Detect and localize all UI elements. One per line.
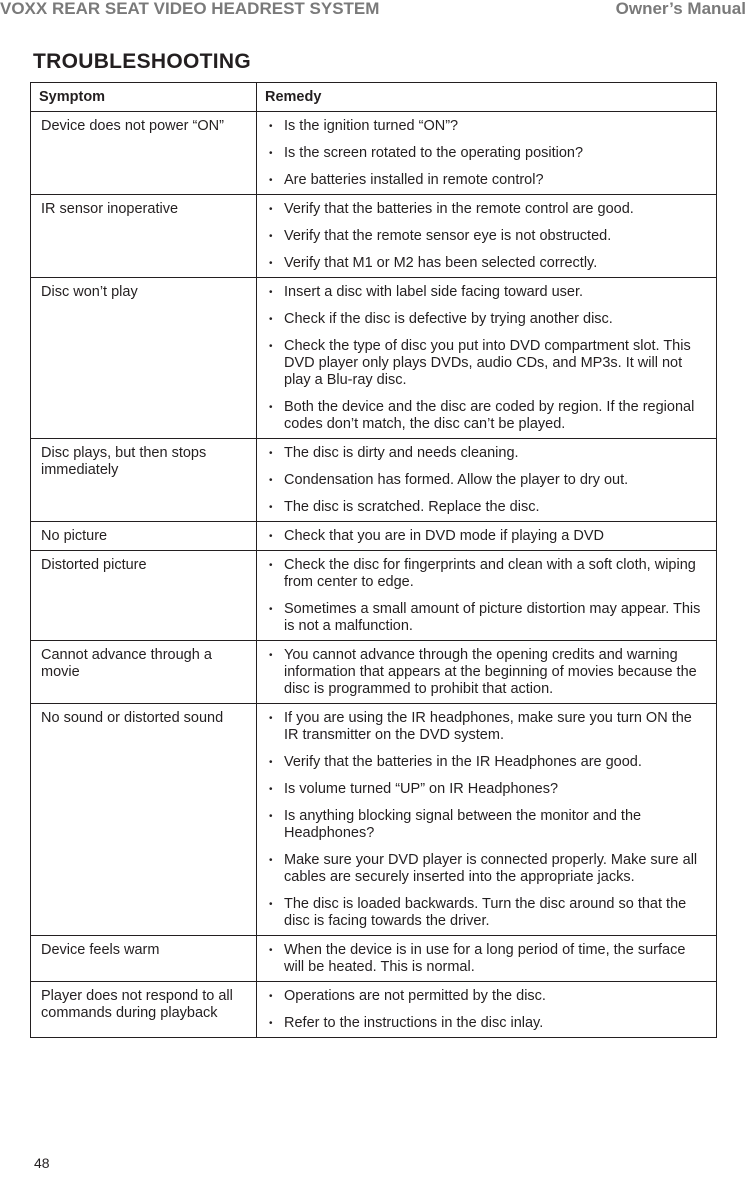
remedy-cell <box>257 522 717 551</box>
remedy-text: Make sure your DVD player is connected properly. Make sure all cables are securely inserted into the appropriate jacks. <box>284 852 698 885</box>
bullet-icon: • <box>269 991 273 1002</box>
remedy-item <box>269 445 708 462</box>
remedy-item <box>269 754 708 771</box>
remedy-text: Refer to the instructions in the disc inlay. <box>284 1015 544 1031</box>
symptom-cell: No sound or distorted sound <box>31 704 257 936</box>
bullet-icon: • <box>269 314 273 325</box>
bullet-icon: • <box>269 1018 273 1029</box>
remedy-text: Insert a disc with label side facing toward user. <box>284 284 584 300</box>
remedy-item <box>269 399 708 433</box>
remedy-item <box>269 472 708 489</box>
remedy-cell <box>257 278 717 439</box>
bullet-icon: • <box>269 148 273 159</box>
remedy-text: The disc is scratched. Replace the disc. <box>284 499 540 515</box>
remedy-list <box>269 284 708 433</box>
page-number: 48 <box>34 1155 50 1171</box>
remedy-item <box>269 710 708 744</box>
table-row <box>31 112 717 195</box>
symptom-cell: IR sensor inoperative <box>31 195 257 278</box>
bullet-icon: • <box>269 757 273 768</box>
remedy-list <box>269 942 708 976</box>
remedy-text: Check the disc for fingerprints and clean with a soft cloth, wiping from center to edge. <box>284 557 696 590</box>
remedy-cell <box>257 704 717 936</box>
remedy-item <box>269 118 708 135</box>
remedy-text: Verify that the remote sensor eye is not obstructed. <box>284 228 612 244</box>
table-row <box>31 551 717 641</box>
column-header-symptom: Symptom <box>31 83 257 112</box>
remedy-text: Check if the disc is defective by trying another disc. <box>284 311 613 327</box>
remedy-text: Both the device and the disc are coded by region. If the regional codes don’t match, the disc can’t be played. <box>284 399 695 432</box>
remedy-text: Verify that the batteries in the remote control are good. <box>284 201 634 217</box>
remedy-item <box>269 896 708 930</box>
table-row <box>31 936 717 982</box>
table-row <box>31 641 717 704</box>
table-body <box>31 112 717 1038</box>
bullet-icon: • <box>269 121 273 132</box>
running-header-title: VOXX REAR SEAT VIDEO HEADREST SYSTEM <box>0 0 380 18</box>
remedy-item <box>269 145 708 162</box>
remedy-text: Is volume turned “UP” on IR Headphones? <box>284 781 559 797</box>
remedy-item <box>269 781 708 798</box>
remedy-text: Sometimes a small amount of picture distortion may appear. This is not a malfunction. <box>284 601 701 634</box>
bullet-icon: • <box>269 287 273 298</box>
remedy-cell <box>257 551 717 641</box>
bullet-icon: • <box>269 204 273 215</box>
remedy-item <box>269 172 708 189</box>
bullet-icon: • <box>269 899 273 910</box>
bullet-icon: • <box>269 175 273 186</box>
symptom-cell: Device feels warm <box>31 936 257 982</box>
remedy-list <box>269 557 708 635</box>
bullet-icon: • <box>269 402 273 413</box>
remedy-item <box>269 201 708 218</box>
remedy-item <box>269 988 708 1005</box>
remedy-cell <box>257 936 717 982</box>
remedy-list <box>269 201 708 272</box>
bullet-icon: • <box>269 855 273 866</box>
remedy-cell <box>257 439 717 522</box>
remedy-item <box>269 852 708 886</box>
remedy-item <box>269 338 708 389</box>
remedy-text: If you are using the IR headphones, make sure you turn ON the IR transmitter on the DVD system. <box>284 710 692 743</box>
remedy-text: Is the ignition turned “ON”? <box>284 118 459 134</box>
remedy-item <box>269 1015 708 1032</box>
remedy-text: The disc is dirty and needs cleaning. <box>284 445 519 461</box>
column-header-remedy: Remedy <box>257 83 717 112</box>
remedy-text: When the device is in use for a long period of time, the surface will be heated. This is normal. <box>284 942 686 975</box>
symptom-cell: Cannot advance through a movie <box>31 641 257 704</box>
remedy-cell <box>257 112 717 195</box>
remedy-item <box>269 808 708 842</box>
bullet-icon: • <box>269 475 273 486</box>
remedy-list <box>269 528 708 545</box>
running-header-manual: Owner’s Manual <box>615 0 746 18</box>
bullet-icon: • <box>269 341 273 352</box>
bullet-icon: • <box>269 531 273 542</box>
remedy-item <box>269 557 708 591</box>
remedy-item <box>269 528 708 545</box>
remedy-cell <box>257 195 717 278</box>
remedy-list <box>269 710 708 930</box>
remedy-text: Are batteries installed in remote control? <box>284 172 544 188</box>
remedy-text: Check the type of disc you put into DVD compartment slot. This DVD player only plays DVDs, audio CDs, and MP3s. It will not play a Blu-ray disc. <box>284 338 691 388</box>
remedy-item <box>269 942 708 976</box>
table-row <box>31 278 717 439</box>
symptom-cell: Disc won’t play <box>31 278 257 439</box>
bullet-icon: • <box>269 231 273 242</box>
bullet-icon: • <box>269 650 273 661</box>
remedy-item <box>269 499 708 516</box>
remedy-text: Is the screen rotated to the operating position? <box>284 145 584 161</box>
section-title: TROUBLESHOOTING <box>33 50 251 73</box>
table-header-row <box>31 83 717 112</box>
bullet-icon: • <box>269 560 273 571</box>
troubleshooting-table <box>30 82 717 1038</box>
remedy-item <box>269 311 708 328</box>
bullet-icon: • <box>269 811 273 822</box>
remedy-text: The disc is loaded backwards. Turn the disc around so that the disc is facing towards the driver. <box>284 896 687 929</box>
remedy-text: You cannot advance through the opening credits and warning information that appears at the beginning of movies because the disc is programmed to prohibit that action. <box>284 647 697 697</box>
remedy-text: Verify that the batteries in the IR Headphones are good. <box>284 754 642 770</box>
remedy-cell <box>257 982 717 1038</box>
symptom-cell: No picture <box>31 522 257 551</box>
bullet-icon: • <box>269 448 273 459</box>
bullet-icon: • <box>269 945 273 956</box>
table-row <box>31 522 717 551</box>
bullet-icon: • <box>269 604 273 615</box>
remedy-text: Operations are not permitted by the disc. <box>284 988 546 1004</box>
bullet-icon: • <box>269 502 273 513</box>
remedy-text: Is anything blocking signal between the monitor and the Headphones? <box>284 808 642 841</box>
symptom-cell: Device does not power “ON” <box>31 112 257 195</box>
bullet-icon: • <box>269 713 273 724</box>
remedy-list <box>269 988 708 1032</box>
table-row <box>31 195 717 278</box>
remedy-cell <box>257 641 717 704</box>
remedy-list <box>269 118 708 189</box>
remedy-text: Verify that M1 or M2 has been selected correctly. <box>284 255 598 271</box>
symptom-cell: Player does not respond to all commands during playback <box>31 982 257 1038</box>
table-row <box>31 439 717 522</box>
table-row <box>31 704 717 936</box>
bullet-icon: • <box>269 258 273 269</box>
remedy-text: Condensation has formed. Allow the player to dry out. <box>284 472 629 488</box>
remedy-list <box>269 647 708 698</box>
remedy-list <box>269 445 708 516</box>
symptom-cell: Distorted picture <box>31 551 257 641</box>
remedy-item <box>269 601 708 635</box>
symptom-cell: Disc plays, but then stops immediately <box>31 439 257 522</box>
bullet-icon: • <box>269 784 273 795</box>
remedy-item <box>269 255 708 272</box>
table-row <box>31 982 717 1038</box>
remedy-text: Check that you are in DVD mode if playing a DVD <box>284 528 604 544</box>
remedy-item <box>269 647 708 698</box>
remedy-item <box>269 228 708 245</box>
remedy-item <box>269 284 708 301</box>
